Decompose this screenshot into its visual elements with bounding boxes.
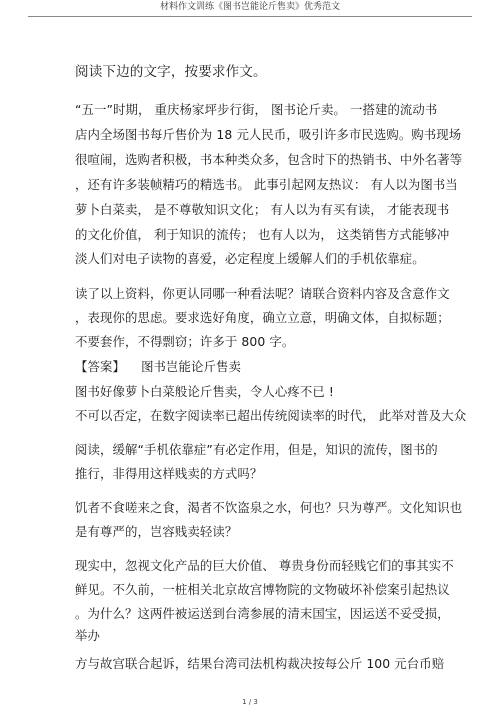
prompt-heading: 阅读下边的文字，按要求作文。 xyxy=(75,64,267,80)
task-line: ，表现你的思虑。要求选好角度，确立立意，明确文体，自拟标题； xyxy=(75,310,450,325)
answer-line: 阅读，缓解“手机依靠症”有必定作用，但是，知识的流传，图书的 xyxy=(75,442,438,457)
answer-label: 【答案】 xyxy=(75,359,125,374)
answer-line: 。为什么？这两件被运送到台湾参展的清末国宝，因运送不妥受损， xyxy=(75,606,450,621)
answer-line: 方与故宫联合起诉，结果台湾司法机构裁决按每公斤 100 元台币赔 xyxy=(75,656,445,671)
answer-line: 饥者不食嗟来之食，渴者不饮盗泉之水，何也？只为尊严。文化知识也 xyxy=(75,500,463,515)
material-line: 店内全场图书每斤售价为 18 元人民币，吸引许多市民选购。购书现场 xyxy=(75,127,462,142)
answer-line: 不可以否定，在数字阅读率已超出传统阅读率的时代， 此举对普及大众 xyxy=(75,408,467,423)
answer-title: 图书岂能论斤售卖 xyxy=(141,359,241,374)
answer-line: 推行，非得用这样贱卖的方式吗？ xyxy=(75,466,263,481)
material-line: 的文化价值， 利于知识的流传； 也有人以为， 这类销售方式能够冲 xyxy=(75,227,450,242)
answer-line: 举办 xyxy=(75,628,100,643)
answer-heading xyxy=(75,359,241,375)
header-rule xyxy=(28,16,472,17)
task-line: 不要套作，不得剽窃；许多于 800 字。 xyxy=(75,334,295,349)
material-line: 淡人们对电子读物的喜爱，必定程度上缓解人们的手机依靠症。 xyxy=(75,251,425,266)
task-line: 读了以上资料，你更认同哪一种看法呢？请联合资料内容及含意作文 xyxy=(75,286,450,301)
material-line: “五一”时期， 重庆杨家坪步行街， 图书论斤卖。 一搭建的流动书 xyxy=(75,102,438,117)
page-number: 1 / 3 xyxy=(242,698,258,706)
document-header: 材料作文训练《图书岂能论斤售卖》优秀范文 xyxy=(159,2,340,12)
answer-line: 现实中，忽视文化产品的巨大价值、 尊贵身份而轻贱它们的事其实不 xyxy=(75,558,454,573)
material-line: 萝卜白菜卖， 是不尊敬知识文化； 有人以为有买有读， 才能表现书 xyxy=(75,202,450,217)
answer-line: 图书好像萝卜白菜般论斤售卖，令人心疼不已 ! xyxy=(75,384,334,399)
answer-line: 鲜见。不久前，一桩相关北京故宫博物院的文物破坏补偿案引起热议 xyxy=(75,582,450,597)
material-line: 很喧闹，选购者积极，书本种类众多，包含时下的热销书、中外名著等 xyxy=(75,152,463,167)
material-line: ，还有许多装帧精巧的精选书。 此事引起网友热议： 有人以为图书当 xyxy=(75,177,458,192)
answer-line: 是有尊严的，岂容贱卖轻读？ xyxy=(75,524,238,539)
